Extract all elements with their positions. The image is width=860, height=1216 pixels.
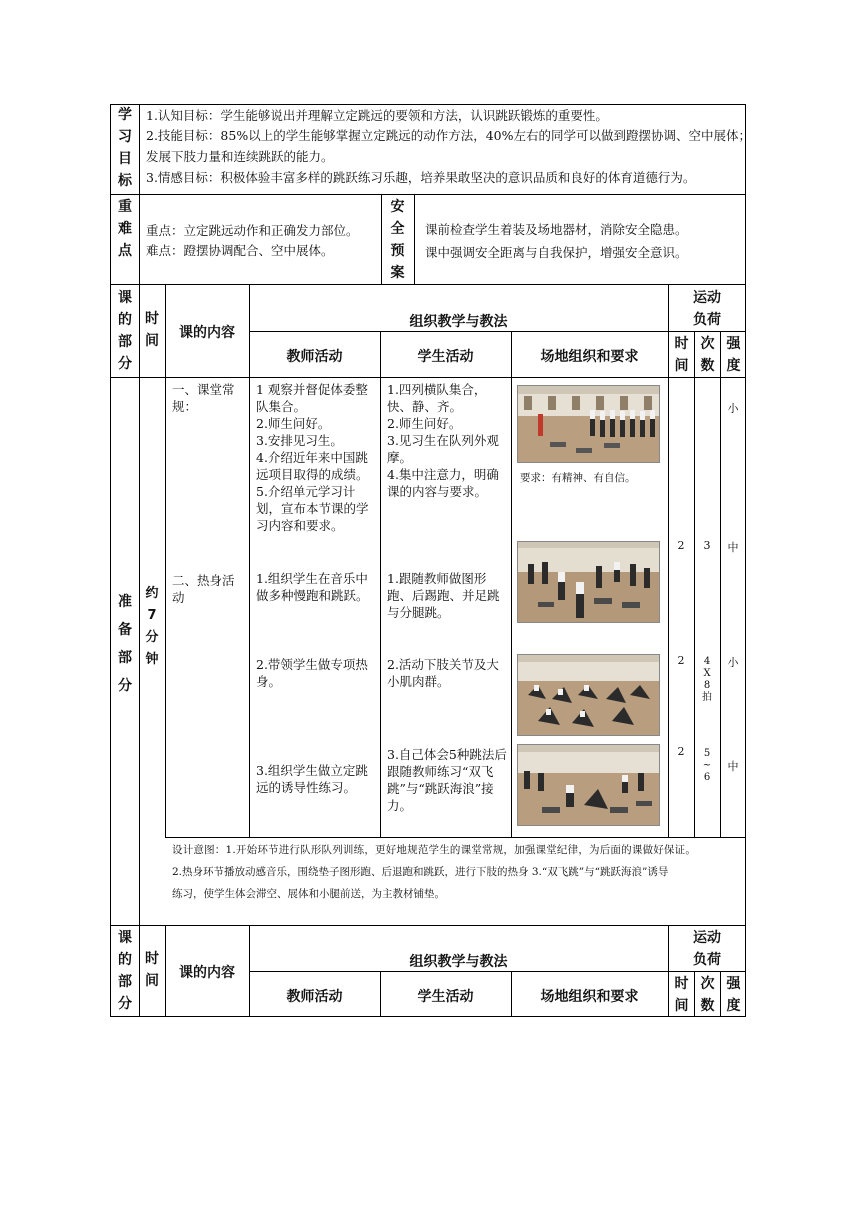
objective-line-4: 3.情感目标：积极体验丰富多样的跳跃练习乐趣，培养果敢坚决的意识品质和良好的体育道德行为。 [146,170,696,185]
prep-part-label: 准 备 部 分 [118,594,132,694]
student-activity-3: 2.活动下肢关节及大小肌肉群。 [387,657,499,689]
objective-line-3: 发展下肢力量和连续跳跃的能力。 [146,149,334,164]
repeat-header-field: 场地组织和要求 [540,989,639,1005]
content-routine: 一、课堂常规： [172,382,235,414]
design-intent-line-1: 设计意图：1.开始环节进行队形队列训练，更好地规范学生的课堂常规，加强课堂纪律，为后面的课做好保证。 [172,844,697,856]
teacher-activity-2: 1.组织学生在音乐中做多种慢跑和跳跃。 [256,571,369,603]
load-intensity-2: 中 [727,541,739,554]
safety-line-2: 课中强调安全距离与自我保护，增强安全意识。 [425,245,688,260]
keypoints-label: 重 难 点 [118,199,132,259]
header-content: 课的内容 [179,325,235,341]
student-activity-1: 1.四列横队集合，快、静、齐。 2.师生问好。 3.见习生在队列外观摩。 4.集中注意力，明确课的内容与要求。 [387,382,499,499]
repeat-header-student: 学生活动 [417,989,474,1005]
header-time: 时 间 [145,311,159,349]
photo-jump-practice [517,744,660,826]
load-count-3: 4 X 8 拍 [702,656,712,703]
header-method: 组织教学与教法 [409,314,508,330]
header-load-intensity: 强 度 [726,336,741,374]
header-student: 学生活动 [417,349,474,365]
header-load-count: 次 数 [700,336,715,374]
header-part: 课 的 部 分 [118,290,132,372]
load-count-2: 3 [703,539,711,552]
objective-line-2: 2.技能目标：85%以上的学生能够掌握立定跳远的动作方法，40%左右的同学可以做到蹬摆协调、空中展体； [146,128,751,143]
difficulty-text: 难点：蹬摆协调配合、空中展体。 [146,243,334,258]
header-load: 运动 负荷 [693,290,721,328]
header-teacher: 教师活动 [286,349,343,365]
objective-line-1: 1.认知目标：学生能够说出并理解立定跳远的要领和方法，认识跳跃锻炼的重要性。 [146,108,608,123]
safety-line-1: 课前检查学生着装及场地器材，消除安全隐患。 [425,222,688,237]
header-field: 场地组织和要求 [540,349,639,365]
load-time-2: 2 [677,539,685,552]
repeat-header-time: 时 间 [145,951,159,989]
objectives-label: 学 习 目 标 [118,107,132,189]
safety-label: 安 全 预 案 [390,199,405,281]
design-intent-line-3: 练习，使学生体会滞空、展体和小腿前送，为主教材铺垫。 [172,888,445,900]
load-intensity-4: 中 [727,760,739,773]
student-activity-4: 3.自己体会5种跳法后跟随教师练习“双飞跳”与“跳跃海浪”接力。 [387,747,507,813]
teacher-activity-4: 3.组织学生做立定跳远的诱导性练习。 [256,763,368,795]
load-intensity-1: 小 [727,402,739,415]
photo-special-warmup [517,654,660,736]
repeat-header-load-time: 时 间 [674,976,689,1014]
repeat-header-teacher: 教师活动 [286,989,343,1005]
photo-warmup-run [517,541,660,623]
design-intent-line-2: 2.热身环节播放动感音乐，围绕垫子图形跑、后退跑和跳跃，进行下肢的热身 3.“双飞跳”与“跳跃海浪”诱导 [172,866,669,878]
load-intensity-3: 小 [727,656,739,669]
header-load-time: 时 间 [674,336,689,374]
teacher-activity-1: 1 观察并督促体委整队集合。 2.师生问好。 3.安排见习生。 4.介绍近年来中国跳远项目取得的成绩。 5.介绍单元学习计划，宣布本节课的学习内容和要求。 [256,382,369,533]
content-warmup: 二、热身活动 [172,573,235,605]
repeat-header-method: 组织教学与教法 [409,954,508,970]
student-activity-2: 1.跟随教师做图形跑、后踢跑、并足跳与分腿跳。 [387,571,500,620]
load-time-4: 2 [677,745,685,758]
load-count-4: 5 ~ 6 [702,748,712,783]
field-requirement: 要求：有精神、有自信。 [520,472,636,484]
keypoints-block [110,194,746,285]
load-time-3: 2 [677,654,685,667]
teacher-activity-3: 2.带领学生做专项热身。 [256,657,368,689]
focus-text: 重点：立定跳远动作和正确发力部位。 [146,223,359,238]
repeat-header-load-intensity: 强 度 [726,976,741,1014]
repeat-header-part: 课 的 部 分 [118,930,132,1012]
repeat-header-content: 课的内容 [179,965,235,981]
repeat-header-load-count: 次 数 [700,976,715,1014]
repeat-header-load: 运动 负荷 [693,930,721,968]
photo-queue-formation [517,385,660,463]
prep-time-label: 约 7 分 钟 [145,586,159,667]
